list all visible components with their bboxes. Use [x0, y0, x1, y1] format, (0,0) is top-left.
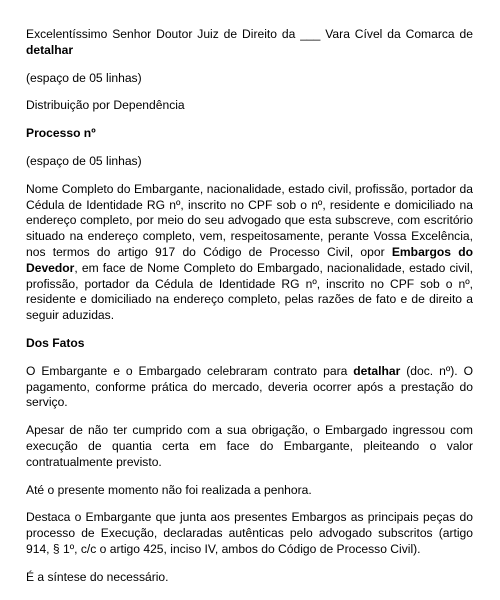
- facts-heading-text: Dos Fatos: [26, 335, 85, 350]
- document-page: [26, 27, 473, 598]
- process-number-label: [26, 126, 473, 142]
- qualification-text: Nome Completo do Embargante, nacionalidade, estado civil, profissão, portador da Cédula de Identidade RG nº, inscrito no CPF sob o nº, residente e domiciliado na endereço completo, por meio do seu advogado que esta subscreve, com escritório situado na endereço completo, vem, respeitosamente, perante Vossa Excelência, nos termos do artigo 917 do Código de Processo Civil, opor: [26, 181, 473, 259]
- court-address-text: Excelentíssimo Senhor Doutor Juiz de Direito da ___ Vara Cível da Comarca de: [26, 27, 473, 41]
- facts-paragraph-4: Destaca o Embargante que junta aos presentes Embargos as principais peças do processo de Execução, declaradas autênticas pelo advogado subscritos (artigo 914, § 1º, c/c o artigo 425, inciso IV, ambos do Código de Processo Civil).: [26, 510, 473, 556]
- qualification-paragraph: [26, 182, 473, 324]
- facts-paragraph-3: Até o presente momento não foi realizada a penhora.: [26, 482, 312, 497]
- qualification-text-end: , em face de Nome Completo do Embargado, nacionalidade, estado civil, profissão, portador da Cédula de Identidade RG nº, inscrito no CPF sob o nº, residente e domiciliado na endereço completo, pelas razões de fato e de direito a seguir aduzidas.: [26, 260, 473, 323]
- facts-paragraph-2: Apesar de não ter cumprido com a sua obrigação, o Embargado ingressou com execução de quantia certa em face do Embargante, pleiteando o valor contratualmente previsto.: [26, 423, 473, 469]
- court-address-placeholder: detalhar: [26, 42, 74, 57]
- spacing-note: (espaço de 05 linhas): [26, 153, 142, 168]
- spacing-note: (espaço de 05 linhas): [26, 70, 142, 85]
- facts-paragraph-1: [26, 364, 473, 411]
- closing-line: É a síntese do necessário.: [26, 569, 169, 584]
- qualification-bold: Embargos do Devedor: [26, 244, 473, 275]
- facts-1-bold: detalhar: [353, 363, 401, 378]
- facts-heading: [26, 336, 473, 352]
- process-number-text: Processo nº: [26, 126, 96, 141]
- court-address: [26, 27, 473, 59]
- facts-1-text-end: (doc. nº). O pagamento, conforme prática do mercado, deveria ocorrer após a prestação do serviço.: [26, 363, 474, 410]
- distribution-line: Distribuição por Dependência: [26, 98, 185, 113]
- facts-1-text: O Embargante e o Embargado celebraram contrato para: [26, 363, 354, 378]
